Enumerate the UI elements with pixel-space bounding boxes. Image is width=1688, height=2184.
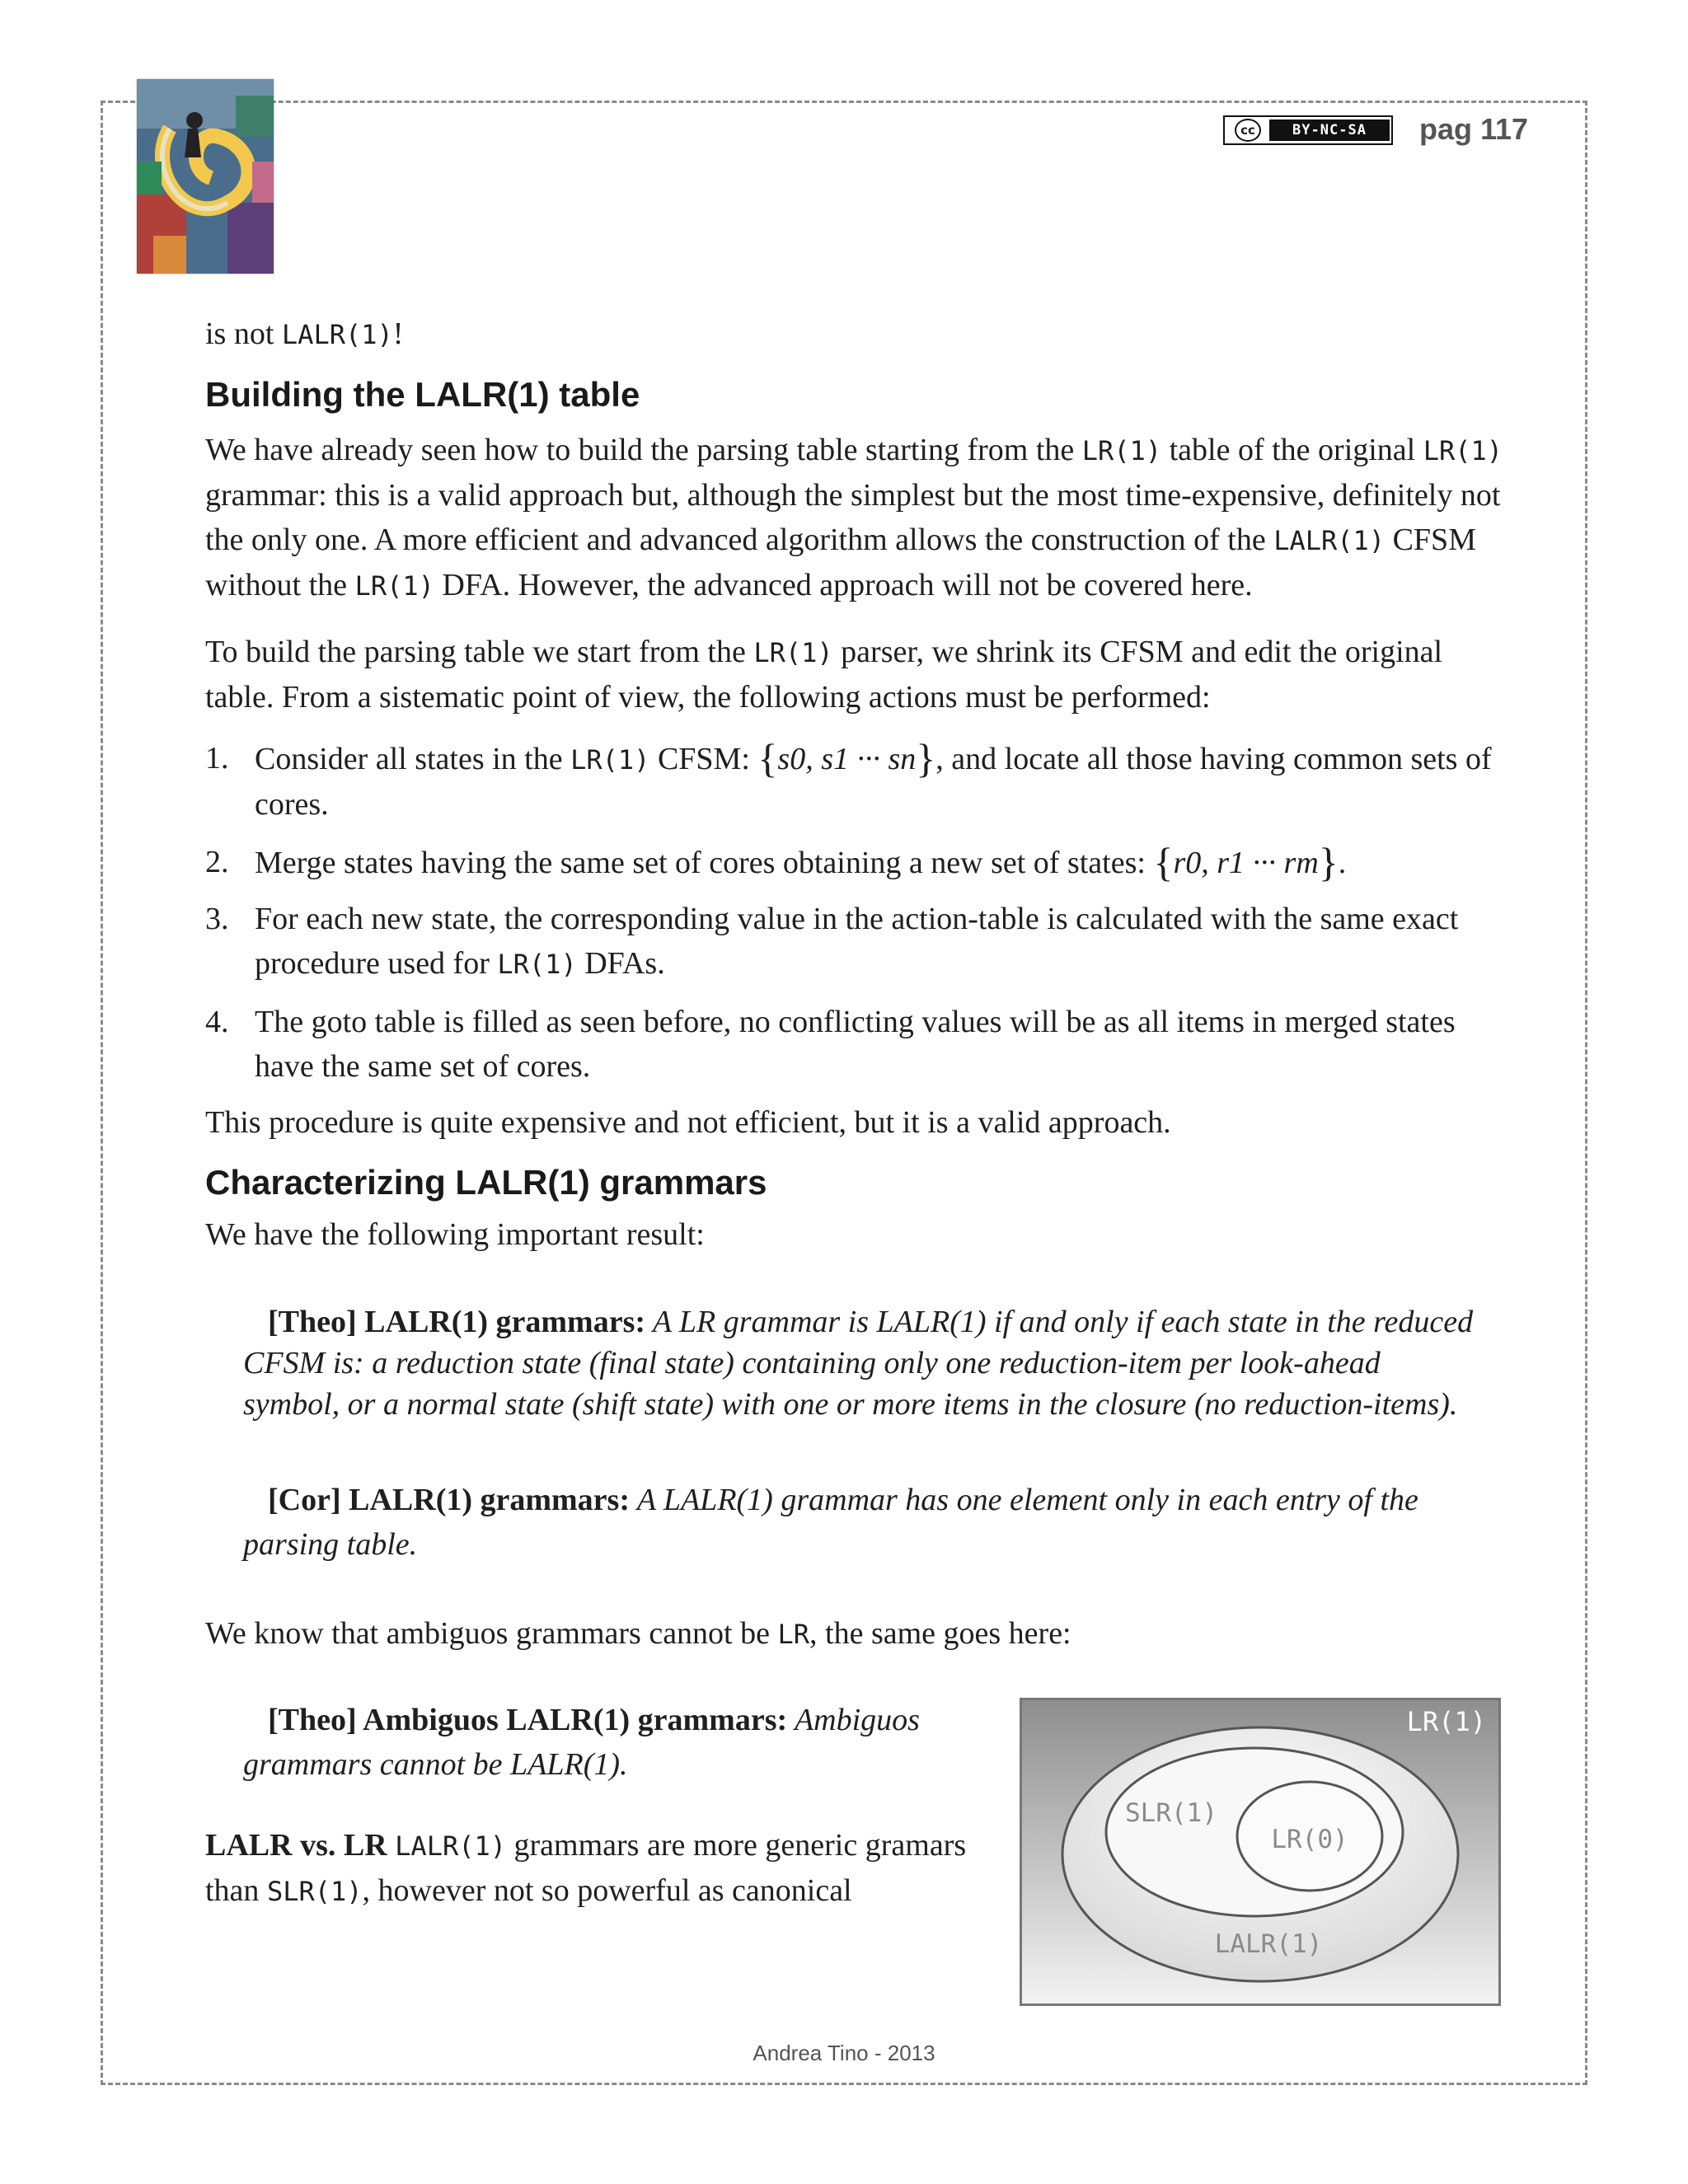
paragraph-procedure: To build the parsing table we start from the LR(1) parser, we shrink its CFSM and edit the original table. From a sistematic point of view, the following actions must be performed: xyxy=(205,635,1443,715)
theorem-lalr1: [Theo] LALR(1) grammars: A LR grammar is LALR(1) if and only if each state in the reduced CFSM is: a reduction state (final state) containing only one reduction-item per look-ahead symbol, or a normal state (shift state) with one or more items in the closure (no reduction-items). xyxy=(243,1305,1474,1422)
lr0-label: LR(0) xyxy=(1271,1825,1348,1854)
list-item: 1. Consider all states in the LR(1) CFSM: {s0, s1 ··· sn}, and locate all those having common sets of cores. xyxy=(205,735,1492,822)
section-heading-building: Building the LALR(1) table xyxy=(205,375,640,414)
page-content xyxy=(205,312,1507,1914)
merged-states-formula: r0, r1 ··· rm xyxy=(1173,846,1319,880)
steps-list xyxy=(205,736,1507,1089)
cover-art-image xyxy=(137,79,274,274)
page-footer: Andrea Tino - 2013 xyxy=(753,2041,935,2065)
list-item: 4. The goto table is filled as seen before, no conflicting values will be as all items in merged states have the same set of cores. xyxy=(205,1005,1456,1084)
section-heading-characterizing: Characterizing LALR(1) grammars xyxy=(205,1163,767,1202)
license-text: BY-NC-SA xyxy=(1269,120,1390,141)
list-item: 2. Merge states having the same set of cores obtaining a new set of states: {r0, r1 ··· rm}. xyxy=(205,839,1347,885)
paragraph-result-intro: We have the following important result: xyxy=(205,1217,705,1252)
paragraph-closing: This procedure is quite expensive and not efficient, but it is a valid approach. xyxy=(205,1105,1171,1140)
paragraph-building: We have already seen how to build the parsing table starting from the LR(1) table of the original LR(1) grammar: this is a valid approach but, although the simplest but the most time-expensive, definitely not the only one. A more efficient and advanced algorithm allows the construction of the LALR(1) CFSM without the LR(1) DFA. However, the advanced approach will not be covered here. xyxy=(205,433,1503,602)
paragraph-lalr-vs-lr: LALR vs. LR LALR(1) grammars are more generic gramars than SLR(1), however not so powerful as canonical xyxy=(205,1828,967,1908)
grammar-classes-diagram xyxy=(1020,1698,1501,2006)
slr1-label: SLR(1) xyxy=(1125,1798,1217,1828)
corollary-lalr1: [Cor] LALR(1) grammars: A LALR(1) grammar has one element only in each entry of the parsing table. xyxy=(243,1483,1418,1562)
paragraph-ambiguous-intro: We know that ambiguos grammars cannot be LR, the same goes here: xyxy=(205,1616,1071,1651)
states-set-formula: s0, s1 ··· sn xyxy=(777,742,917,776)
license-badge xyxy=(1223,115,1393,145)
lr1-label: LR(1) xyxy=(1406,1706,1486,1737)
cc-icon: cc xyxy=(1226,119,1269,142)
list-item: 3. For each new state, the corresponding value in the action-table is calculated with the same exact procedure used for LR(1) DFAs. xyxy=(205,902,1459,981)
intro-line: is not LALR(1)! xyxy=(205,316,404,351)
lalr1-label: LALR(1) xyxy=(1214,1929,1323,1959)
page-number: pag 117 xyxy=(1419,112,1529,146)
theorem-ambiguous: [Theo] Ambiguos LALR(1) grammars: Ambiguos grammars cannot be LALR(1). xyxy=(243,1703,920,1782)
